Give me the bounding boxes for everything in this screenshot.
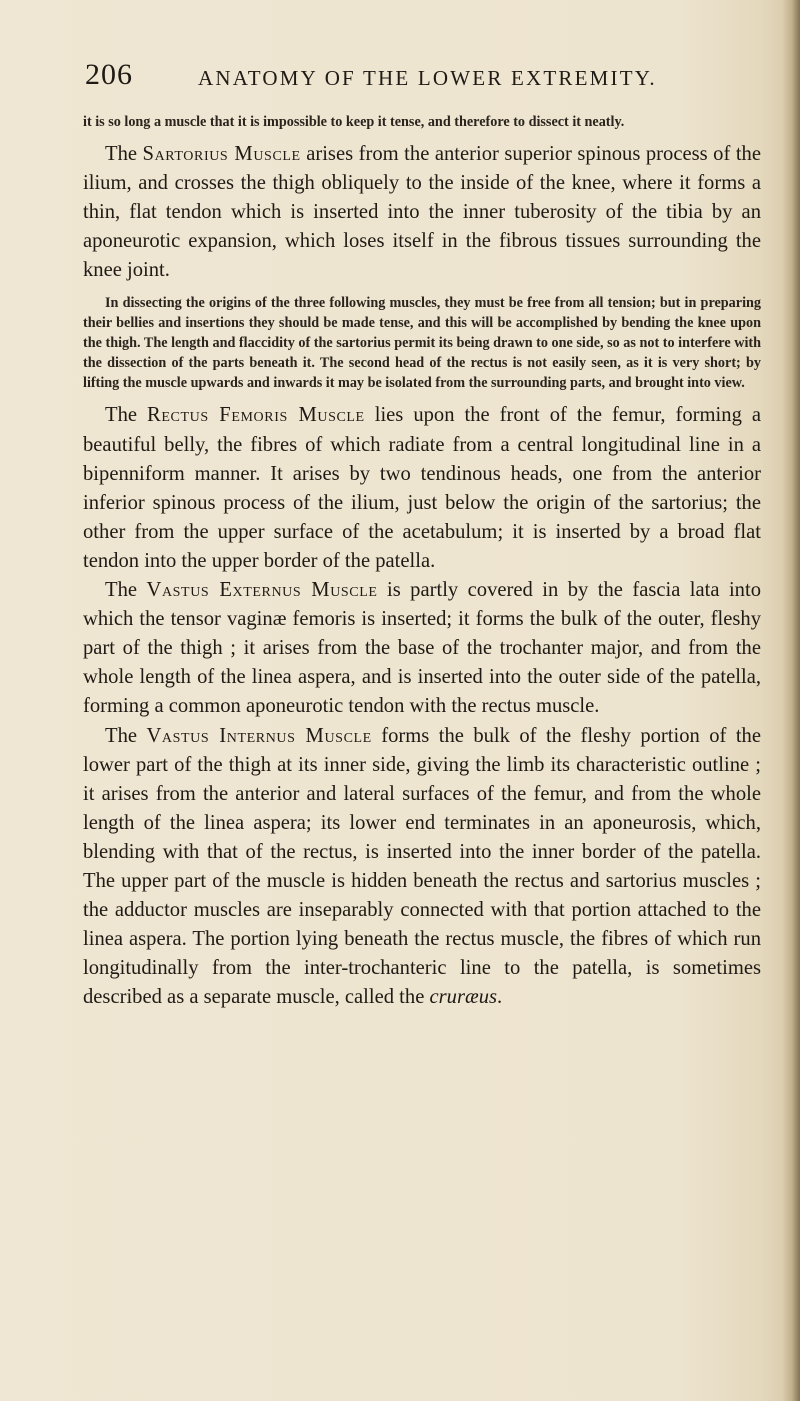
vastus-internus-text: forms the bulk of the fleshy portion of the lower part of the thigh at its inner side, giving the limb its characteristic outline ; it arises from the anterior and lateral surfaces of the femur, and from the whole length of the linea aspera; its lower end terminates in an aponeurosis, which, blending with that of the rectus, is inserted into the inner border of the patella. The upper part of the muscle is hidden beneath the rectus and sartorius muscles ; the adductor muscles are inseparably connected with that portion attached to the linea aspera. The portion lying beneath the rectus muscle, the fibres of which run longitudinally from the inter-trochanteric line to the patella, is sometimes described as a separate muscle, called the (83, 724, 761, 1009)
paragraph-vastus-externus (83, 576, 761, 721)
dissecting-note: In dissecting the origins of the three following muscles, they must be free from all tension; but in preparing their bellies and insertions they should be made tense, and this will be accomplished by bending the knee upon the thigh. The length and flaccidity of the sartorius permit its being drawn to one side, so as not to interfere with the dissection of the parts beneath it. The second head of the rectus is not easily seen, as it is very short; by lifting the muscle upwards and inwards it may be isolated from the surrounding parts, and brought into view. (83, 295, 761, 392)
sartorius-text: arises from the anterior superior spinous process of the ilium, and crosses the thigh obliquely to the inside of the knee, where it forms a thin, flat tendon which is inserted into the inner tuberosity of the tibia by an aponeurotic expansion, which loses itself in the fibrous tissues surrounding the knee joint. (83, 143, 761, 282)
paragraph-rectus-femoris (83, 401, 761, 576)
page-body (83, 112, 761, 1012)
intro-fragment: it is so long a muscle that it is impossible to keep it tense, and therefore to dissect it neatly. (83, 114, 625, 130)
page-edge-shadow (782, 0, 800, 1401)
rectus-text: lies upon the front of the femur, forming a beautiful belly, the fibres of which radiate from a central longitudinal line in a bipenniform manner. It arises by two tendinous heads, one from the anterior inferior spinous process of the ilium, just below the origin of the sartorius; the other from the upper surface of the acetabulum; it is inserted by a broad flat tendon into the upper border of the patella. (83, 404, 762, 572)
running-head: ANATOMY OF THE LOWER EXTREMITY. (198, 66, 657, 90)
vastus-externus-text: is partly covered in by the fascia lata into which the tensor vaginæ femoris is inserted; it forms the bulk of the outer, fleshy part of the thigh ; it arises from the base of the trochanter major, and from the whole length of the linea aspera, and is inserted into the outer side of the patella, forming a common aponeurotic tendon with the rectus muscle. (83, 579, 762, 718)
rectus-lead: The (105, 404, 148, 427)
vastus-externus-lead: The (105, 579, 147, 602)
rectus-femoris-heading: Rectus Femoris Muscle (147, 404, 365, 427)
cruraeus-term: cruræus (429, 986, 498, 1009)
paragraph-sartorius (83, 140, 761, 285)
page-number: 206 (85, 58, 133, 91)
vastus-internus-end: . (497, 986, 503, 1009)
paragraph-vastus-internus (83, 722, 761, 1013)
sartorius-lead: The (105, 143, 143, 165)
sartorius-heading: Sartorius Muscle (142, 143, 301, 165)
vastus-externus-heading: Vastus Externus Muscle (146, 579, 378, 602)
vastus-internus-lead: The (105, 724, 147, 747)
page-header (0, 58, 800, 98)
vastus-internus-heading: Vastus Internus Muscle (146, 724, 372, 747)
